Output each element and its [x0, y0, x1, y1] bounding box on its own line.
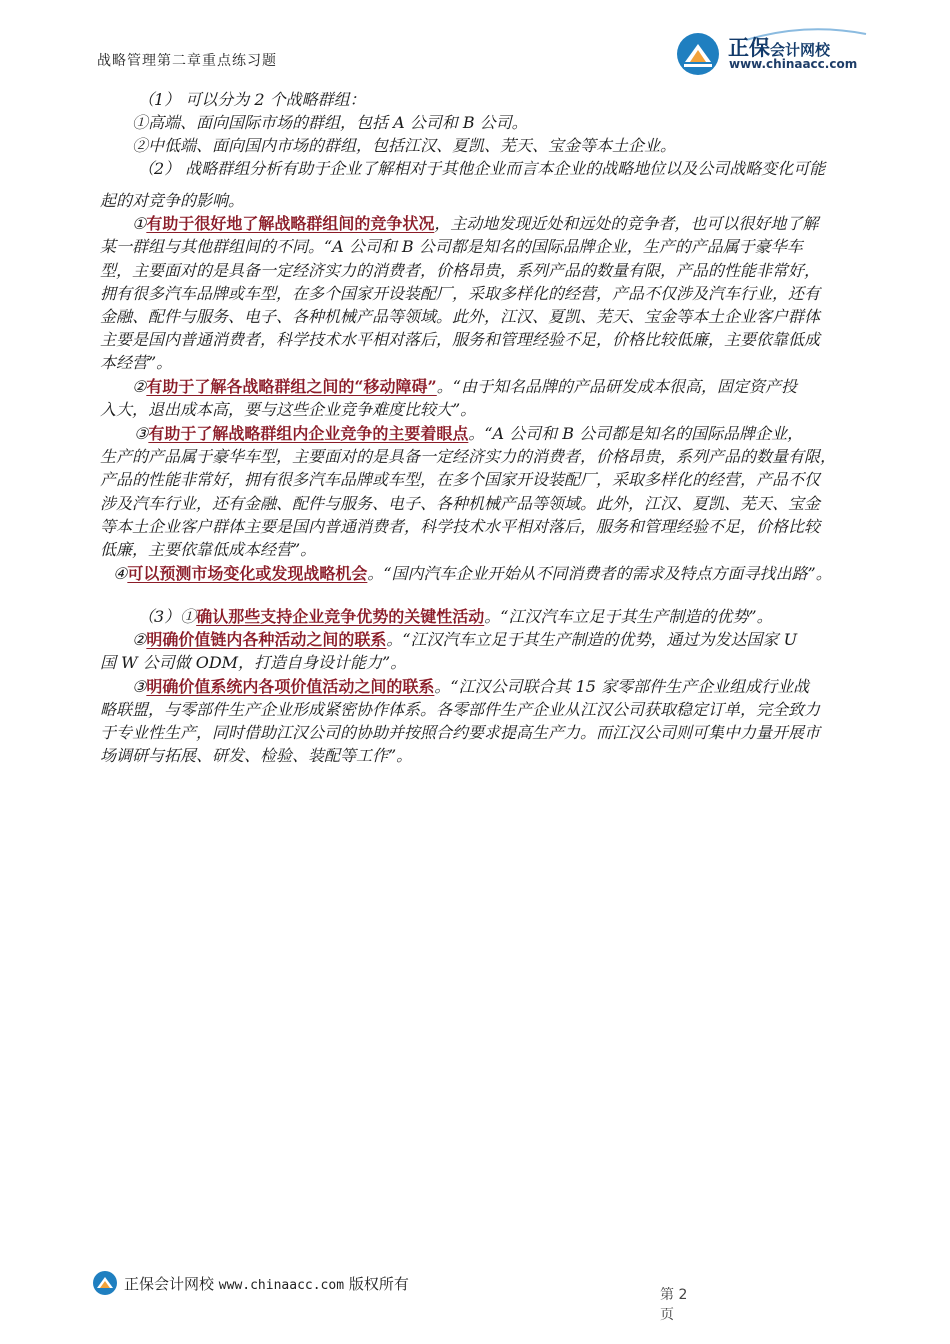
- list-marker: ②: [132, 630, 147, 650]
- logo-brand-small: 会计网校: [770, 41, 831, 59]
- text-line: [100, 605, 870, 628]
- text-line: 产品的性能非常好，拥有很多汽车品牌或车型，在多个国家开设装配厂，采取多样化的经营，产品不仅: [100, 470, 821, 490]
- text-line: ②中低端、面向国内市场的群组，包括江汉、夏凯、芜天、宝金等本土企业。: [132, 136, 677, 156]
- header-cut-text: 战略管理第二章重点练习题: [97, 53, 277, 69]
- key-point: 有助于了解各战略群组之间的“移动障碍”: [146, 377, 437, 396]
- key-point: 明确价值链内各种活动之间的联系: [146, 630, 387, 650]
- text-run: ，主动地发现近处和远处的竞争者，也可以很好地了解: [434, 214, 819, 234]
- text-line: [113, 562, 883, 585]
- footer-logo-icon: [92, 1270, 118, 1296]
- footer-url[interactable]: www.chinaacc.com: [218, 1278, 345, 1293]
- text-line: 某一群组与其他群组间的不同。“A 公司和 B 公司都是知名的国际品牌企业，生产的产品属于豪华车: [100, 237, 803, 257]
- list-marker: ③: [134, 424, 149, 443]
- list-marker: ①: [132, 214, 147, 234]
- text-line: 金融、配件与服务、电子、各种机械产品等领域。此外，江汉、夏凯、芜天、宝金等本土企业客户群体: [100, 306, 821, 326]
- text-line: [100, 628, 870, 651]
- key-point: 可以预测市场变化或发现战略机会: [127, 564, 368, 583]
- paragraph-5: [113, 562, 883, 585]
- text-line: [100, 212, 870, 235]
- list-marker: （3）①: [138, 607, 197, 626]
- paragraph-2: [100, 189, 870, 375]
- text-line: [100, 675, 870, 698]
- logo-url[interactable]: www.chinaacc.com: [729, 57, 858, 71]
- text-run: 。“江汉汽车立足于其生产制造的优势”。: [484, 607, 773, 626]
- text-line: ①高端、面向国际市场的群组，包括 A 公司和 B 公司。: [132, 113, 528, 133]
- text-line: 涉及汽车行业，还有金融、配件与服务、电子、各种机械产品等领域。此外，江汉、夏凯、芜天、宝金: [100, 493, 821, 513]
- page-number: 第 2 页: [660, 1287, 688, 1323]
- list-marker: ③: [132, 676, 147, 696]
- text-line: 场调研与拓展、研发、检验、装配等工作”。: [100, 746, 413, 766]
- key-point: 有助于了解战略群组内企业竞争的主要着眼点: [148, 424, 469, 443]
- cut-off-line: [100, 158, 860, 178]
- text-line: 等本土企业客户群体主要是国内普通消费者，科学技术水平相对落后，服务和管理经验不足，价格比较: [100, 516, 821, 536]
- text-run: 。“江汉公司联合其 15 家零部件生产企业组成行业战: [434, 676, 810, 696]
- text-line: [100, 422, 870, 445]
- footer-rights: 版权所有: [348, 1275, 409, 1293]
- key-point: 明确价值系统内各项价值活动之间的联系: [146, 676, 435, 696]
- text-line: 起的对竞争的影响。: [100, 191, 245, 210]
- list-marker: ④: [113, 564, 128, 583]
- logo-book-icon: [676, 32, 720, 76]
- text-line: 国 W 公司做 ODM，打造自身设计能力”。: [100, 653, 407, 673]
- text-run: 。“江汉汽车立足于其生产制造的优势，通过为发达国家 U: [386, 630, 798, 650]
- cut-off-text: （2） 战略群组分析有助于企业了解相对于其他企业而言本企业的战略地位以及公司战略变化可能: [138, 159, 826, 178]
- text-line: 拥有很多汽车品牌或车型，在多个国家开设装配厂，采取多样化的经营，产品不仅涉及汽车行业，还有: [100, 283, 821, 303]
- footer-text: [124, 1273, 409, 1294]
- text-line: 入大，退出成本高，要与这些企业竞争难度比较大”。: [100, 400, 477, 420]
- key-point: 确认那些支持企业竞争优势的关键性活动: [196, 607, 485, 626]
- text-line: 生产的产品属于豪华车型，主要面对的是具备一定经济实力的消费者，价格昂贵，系列产品的数量有限，: [100, 447, 837, 467]
- text-line: [100, 375, 870, 398]
- list-marker: ②: [132, 377, 147, 396]
- text-line: （1） 可以分为 2 个战略群组：: [138, 90, 366, 109]
- brand-logo[interactable]: [676, 26, 866, 78]
- logo-brand-main: 正保: [728, 36, 770, 60]
- text-line: 型，主要面对的是具备一定经济实力的消费者，价格昂贵，系列产品的数量有限，产品的性能非常好，: [100, 260, 821, 280]
- text-line: 本经营”。: [100, 353, 173, 373]
- paragraph-1: [100, 88, 870, 158]
- text-run: 。“国内汽车企业开始从不同消费者的需求及特点方面寻找出路”。: [367, 564, 832, 583]
- text-run: 。“A 公司和 B 公司都是知名的国际品牌企业，: [468, 424, 804, 443]
- footer-brand: 正保会计网校: [124, 1275, 215, 1293]
- paragraph-4: [100, 422, 870, 561]
- paragraph-3: [100, 375, 870, 421]
- paragraph-6: [100, 605, 870, 767]
- text-line: 略联盟，与零部件生产企业形成紧密协作体系。各零部件生产企业从江汉公司获取稳定订单，完全致力: [100, 699, 821, 719]
- key-point: 有助于很好地了解战略群组间的竞争状况: [146, 214, 435, 234]
- text-line: 主要是国内普通消费者，科学技术水平相对落后，服务和管理经验不足，价格比较低廉，主要依靠低成: [100, 330, 821, 350]
- text-line: 低廉，主要依靠低成本经营”。: [100, 539, 317, 559]
- text-line: 于专业性生产，同时借助江汉公司的协助并按照合约要求提高生产力。而江汉公司则可集中力量开展市: [100, 722, 821, 742]
- text-run: 。“由于知名品牌的产品研发成本很高，固定资产投: [436, 377, 797, 396]
